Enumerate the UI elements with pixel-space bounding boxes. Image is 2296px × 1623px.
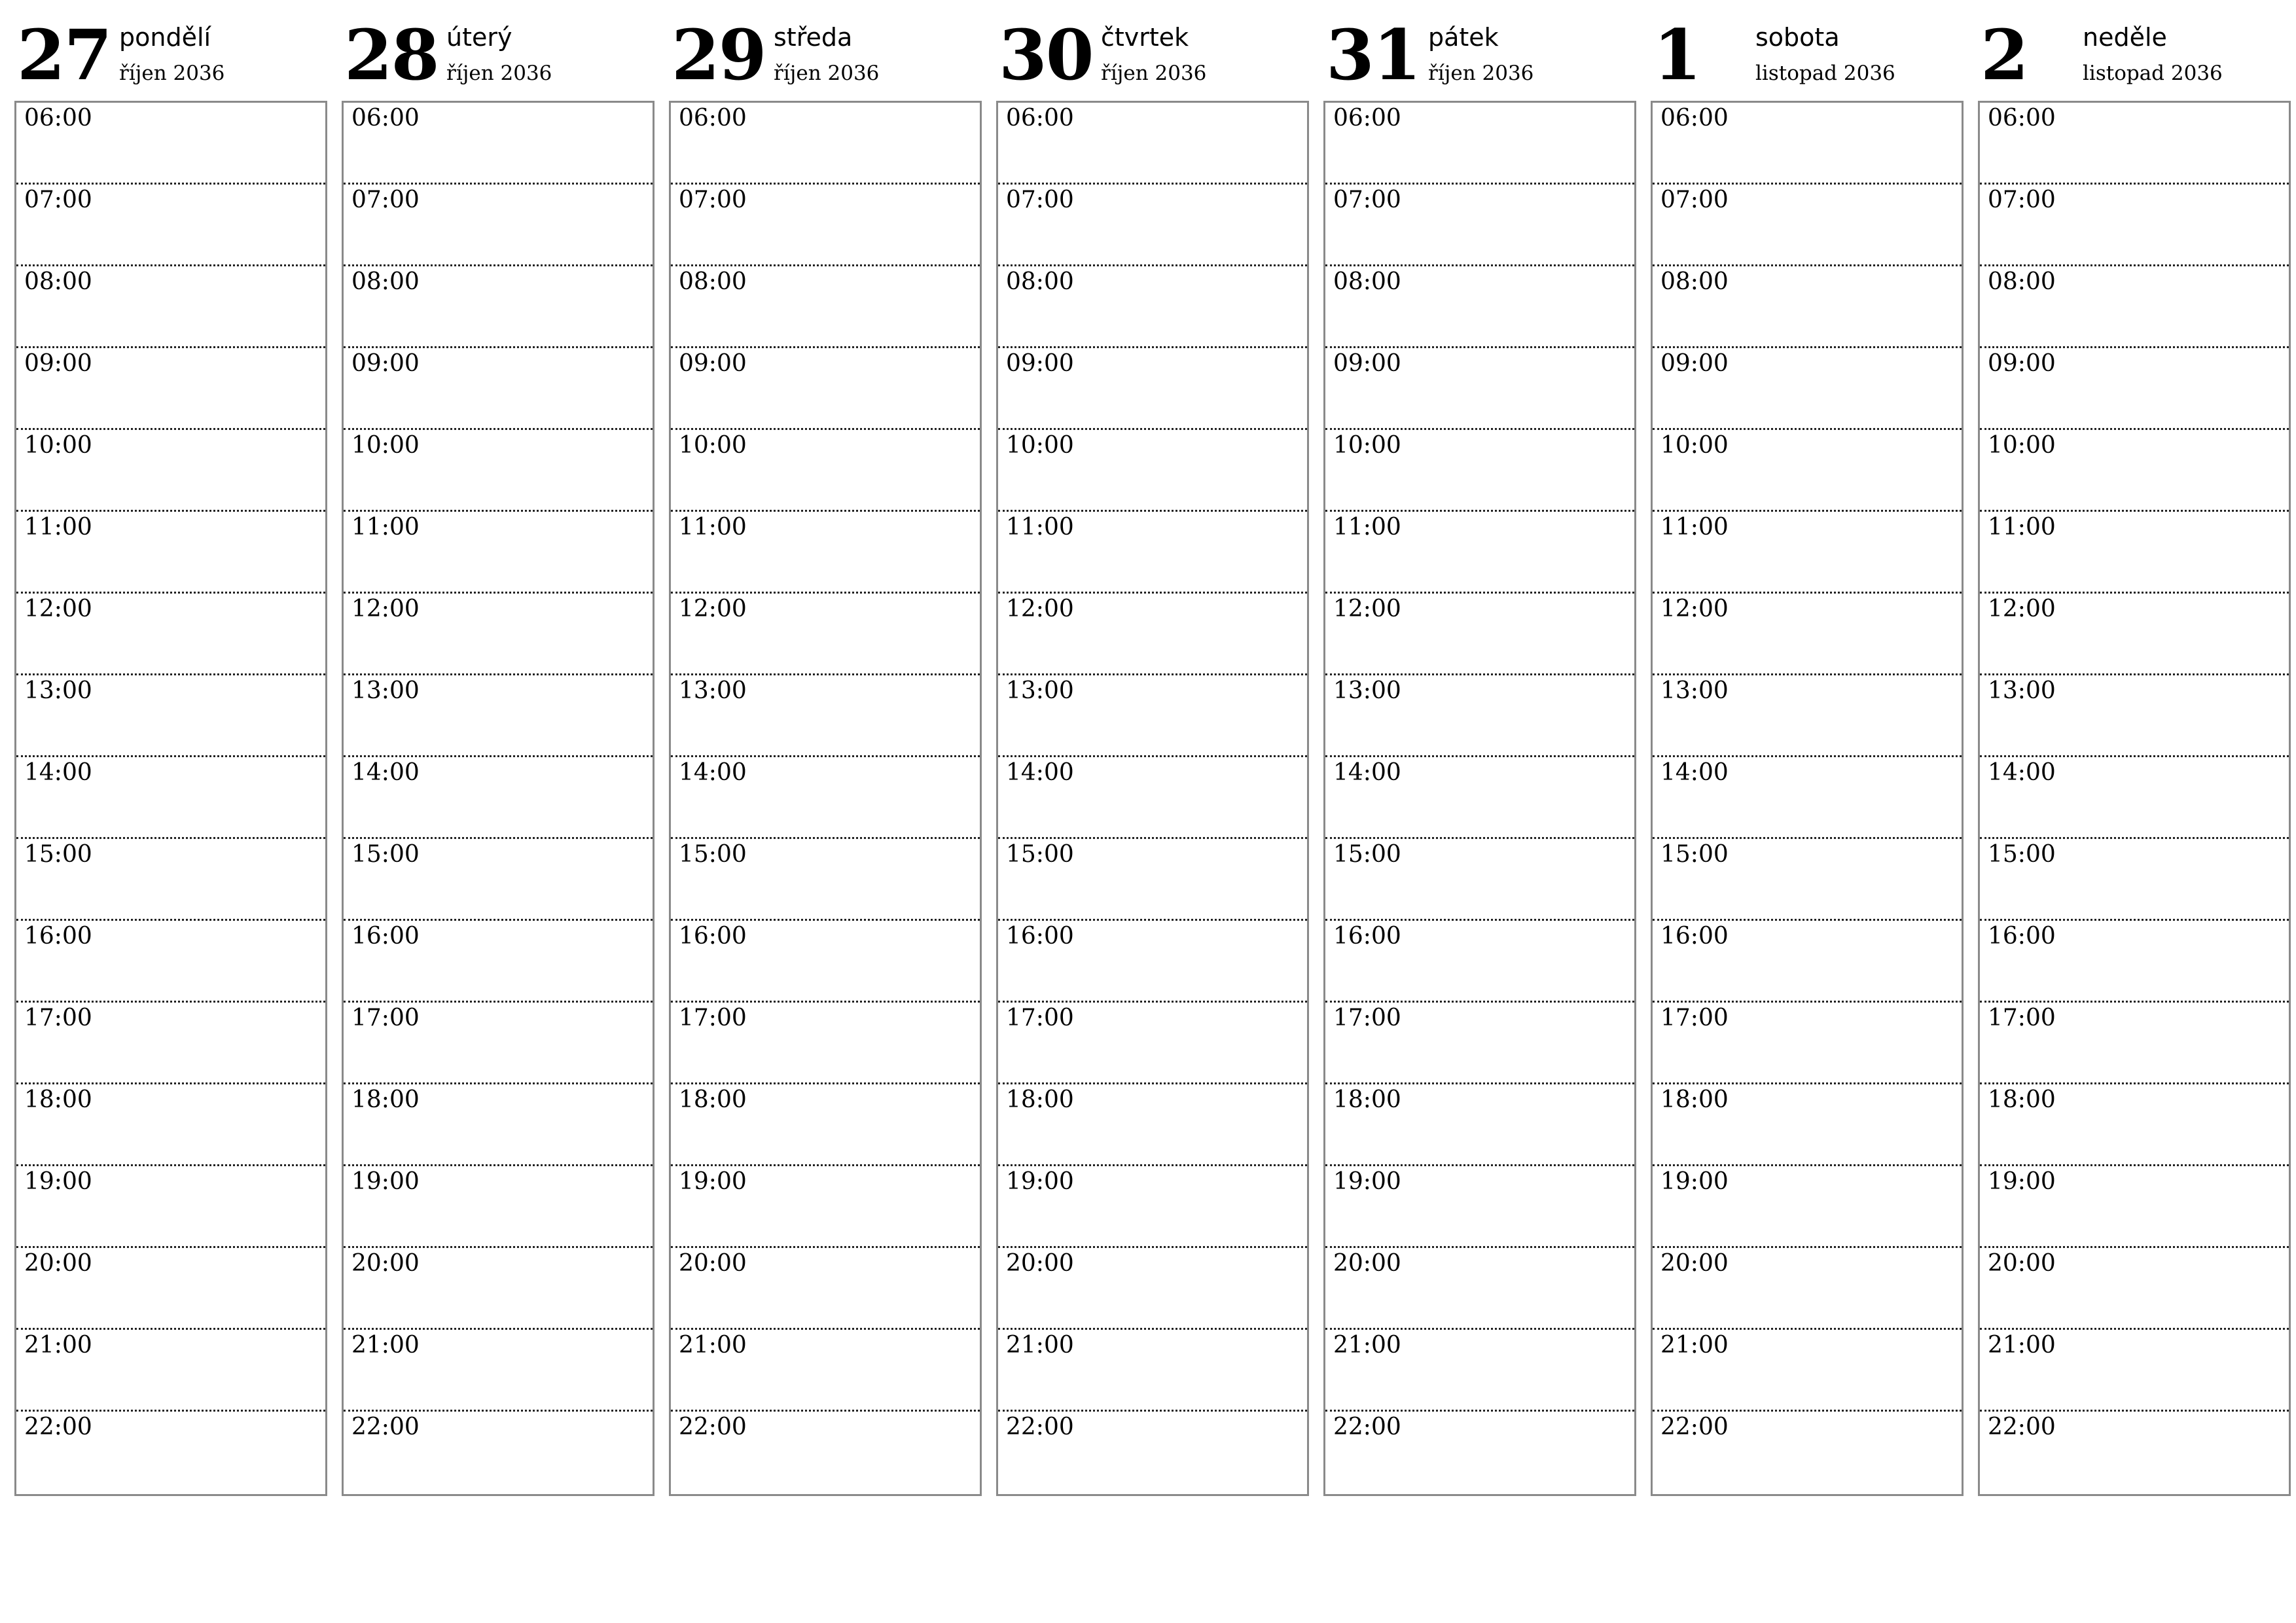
time-slot[interactable] [998,430,1307,512]
day-column [342,0,656,1505]
slot-time-label: 15:00 [1333,841,1401,868]
time-slot[interactable] [1980,594,2289,675]
slot-time-label: 12:00 [1333,596,1401,622]
time-slot[interactable] [1980,512,2289,594]
time-slot[interactable] [671,512,980,594]
day-month-year: říjen 2036 [119,62,225,85]
slot-time-label: 22:00 [1333,1414,1401,1440]
slot-time-label: 22:00 [24,1414,92,1440]
slot-time-label: 08:00 [1988,268,2056,295]
slot-time-label: 21:00 [1333,1332,1401,1359]
slot-time-label: 10:00 [351,432,420,459]
slot-time-label: 06:00 [1988,105,2056,132]
time-slot[interactable] [16,1412,325,1493]
time-slot[interactable] [671,675,980,757]
time-slot[interactable] [1325,348,1634,430]
day-name: sobota [1755,23,1840,52]
time-slot[interactable] [1653,594,1962,675]
slot-time-label: 11:00 [351,514,420,541]
time-slot[interactable] [1325,1248,1634,1330]
slot-time-label: 07:00 [679,187,747,213]
day-name: neděle [2083,23,2167,52]
slot-time-label: 09:00 [1660,350,1729,377]
day-header [1323,0,1638,98]
slot-time-label: 18:00 [24,1086,92,1113]
slot-time-label: 20:00 [1660,1250,1729,1277]
slot-time-label: 21:00 [1988,1332,2056,1359]
day-schedule-box [1323,101,1636,1496]
slot-time-label: 20:00 [1333,1250,1401,1277]
time-slot[interactable] [671,1084,980,1166]
day-column [996,0,1310,1505]
time-slot[interactable] [1653,266,1962,348]
time-slot[interactable] [16,594,325,675]
slot-time-label: 11:00 [1660,514,1729,541]
time-slot[interactable] [1653,1412,1962,1493]
time-slot[interactable] [1325,921,1634,1003]
day-schedule-box [996,101,1309,1496]
time-slot[interactable] [344,757,653,839]
day-name: středa [774,23,853,52]
day-name: úterý [446,23,512,52]
day-schedule-box [1651,101,1964,1496]
slot-time-label: 12:00 [1988,596,2056,622]
slot-time-label: 17:00 [24,1005,92,1031]
time-slot[interactable] [344,1412,653,1493]
day-number: 31 [1326,14,1420,96]
slot-time-label: 09:00 [1333,350,1401,377]
slot-time-label: 16:00 [24,923,92,950]
time-slot[interactable] [16,757,325,839]
slot-time-label: 21:00 [351,1332,420,1359]
time-slot[interactable] [1325,185,1634,266]
time-slot[interactable] [671,1330,980,1412]
time-slot[interactable] [671,757,980,839]
time-slot[interactable] [1653,675,1962,757]
time-slot[interactable] [1325,1084,1634,1166]
slot-time-label: 19:00 [1660,1168,1729,1195]
time-slot[interactable] [1653,1003,1962,1084]
slot-time-label: 14:00 [24,759,92,786]
slot-time-label: 15:00 [679,841,747,868]
slot-time-label: 07:00 [1006,187,1074,213]
day-header [14,0,329,98]
time-slot[interactable] [1653,348,1962,430]
day-name: pondělí [119,23,211,52]
slot-time-label: 20:00 [24,1250,92,1277]
day-number: 30 [999,14,1093,96]
time-slot[interactable] [671,348,980,430]
time-slot[interactable] [16,185,325,266]
day-header [996,0,1310,98]
time-slot[interactable] [1325,757,1634,839]
time-slot[interactable] [344,1084,653,1166]
slot-time-label: 11:00 [24,514,92,541]
time-slot[interactable] [16,266,325,348]
time-slot[interactable] [16,512,325,594]
slot-time-label: 14:00 [351,759,420,786]
slot-time-label: 07:00 [1333,187,1401,213]
time-slot[interactable] [16,839,325,921]
day-number: 29 [672,14,766,96]
day-month-year: říjen 2036 [446,62,552,85]
time-slot[interactable] [16,103,325,185]
slot-time-label: 20:00 [679,1250,747,1277]
time-slot[interactable] [1980,103,2289,185]
time-slot[interactable] [671,921,980,1003]
time-slot[interactable] [16,348,325,430]
time-slot[interactable] [1980,1412,2289,1493]
slot-time-label: 17:00 [679,1005,747,1031]
slot-time-label: 10:00 [24,432,92,459]
time-slot[interactable] [1980,757,2289,839]
time-slot[interactable] [998,594,1307,675]
day-column [1323,0,1638,1505]
time-slot[interactable] [16,1330,325,1412]
day-header [1978,0,2292,98]
slot-time-label: 21:00 [679,1332,747,1359]
slot-time-label: 20:00 [351,1250,420,1277]
slot-time-label: 08:00 [1660,268,1729,295]
slot-time-label: 16:00 [1660,923,1729,950]
time-slot[interactable] [1325,1412,1634,1493]
slot-time-label: 16:00 [1006,923,1074,950]
time-slot[interactable] [998,1412,1307,1493]
slot-time-label: 13:00 [1988,677,2056,704]
slot-time-label: 12:00 [679,596,747,622]
time-slot[interactable] [1325,512,1634,594]
time-slot[interactable] [998,1330,1307,1412]
slot-time-label: 15:00 [351,841,420,868]
time-slot[interactable] [1653,185,1962,266]
time-slot[interactable] [344,921,653,1003]
slot-time-label: 10:00 [1006,432,1074,459]
slot-time-label: 17:00 [1988,1005,2056,1031]
time-slot[interactable] [1980,348,2289,430]
slot-time-label: 08:00 [24,268,92,295]
slot-time-label: 13:00 [679,677,747,704]
slot-time-label: 22:00 [351,1414,420,1440]
slot-time-label: 14:00 [1333,759,1401,786]
time-slot[interactable] [16,1248,325,1330]
slot-time-label: 06:00 [1660,105,1729,132]
time-slot[interactable] [998,266,1307,348]
time-slot[interactable] [344,594,653,675]
time-slot[interactable] [344,1330,653,1412]
day-schedule-box [1978,101,2291,1496]
slot-time-label: 22:00 [1660,1414,1729,1440]
time-slot[interactable] [671,839,980,921]
time-slot[interactable] [1980,921,2289,1003]
slot-time-label: 06:00 [351,105,420,132]
day-header [669,0,983,98]
time-slot[interactable] [1325,1166,1634,1248]
slot-time-label: 21:00 [1660,1332,1729,1359]
day-schedule-box [669,101,982,1496]
time-slot[interactable] [671,1248,980,1330]
time-slot[interactable] [1980,266,2289,348]
time-slot[interactable] [1653,1248,1962,1330]
time-slot[interactable] [344,675,653,757]
time-slot[interactable] [344,103,653,185]
slot-time-label: 19:00 [351,1168,420,1195]
day-month-year: říjen 2036 [774,62,880,85]
day-header [1651,0,1965,98]
slot-time-label: 12:00 [24,596,92,622]
time-slot[interactable] [344,266,653,348]
slot-time-label: 07:00 [24,187,92,213]
time-slot[interactable] [1980,1166,2289,1248]
slot-time-label: 06:00 [1006,105,1074,132]
time-slot[interactable] [1325,594,1634,675]
day-header [342,0,656,98]
slot-time-label: 12:00 [351,596,420,622]
slot-time-label: 21:00 [24,1332,92,1359]
slot-time-label: 09:00 [1006,350,1074,377]
slot-time-label: 18:00 [1333,1086,1401,1113]
time-slot[interactable] [1325,1003,1634,1084]
slot-time-label: 22:00 [1006,1414,1074,1440]
slot-time-label: 06:00 [1333,105,1401,132]
time-slot[interactable] [344,1166,653,1248]
slot-time-label: 09:00 [1988,350,2056,377]
time-slot[interactable] [1325,675,1634,757]
slot-time-label: 15:00 [24,841,92,868]
slot-time-label: 21:00 [1006,1332,1074,1359]
slot-time-label: 19:00 [1333,1168,1401,1195]
time-slot[interactable] [671,1003,980,1084]
time-slot[interactable] [344,430,653,512]
time-slot[interactable] [1980,430,2289,512]
slot-time-label: 18:00 [1006,1086,1074,1113]
slot-time-label: 18:00 [679,1086,747,1113]
day-month-year: říjen 2036 [1428,62,1534,85]
slot-time-label: 20:00 [1988,1250,2056,1277]
day-column [1978,0,2292,1505]
slot-time-label: 17:00 [1006,1005,1074,1031]
slot-time-label: 13:00 [1333,677,1401,704]
time-slot[interactable] [1980,185,2289,266]
time-slot[interactable] [671,185,980,266]
day-month-year: listopad 2036 [2083,62,2223,85]
slot-time-label: 19:00 [1006,1168,1074,1195]
time-slot[interactable] [1325,430,1634,512]
time-slot[interactable] [998,1166,1307,1248]
time-slot[interactable] [16,1003,325,1084]
slot-time-label: 22:00 [679,1414,747,1440]
time-slot[interactable] [1653,1166,1962,1248]
time-slot[interactable] [671,103,980,185]
slot-time-label: 13:00 [24,677,92,704]
slot-time-label: 16:00 [351,923,420,950]
slot-time-label: 13:00 [351,677,420,704]
time-slot[interactable] [16,1084,325,1166]
time-slot[interactable] [671,594,980,675]
time-slot[interactable] [1980,1084,2289,1166]
time-slot[interactable] [1653,757,1962,839]
time-slot[interactable] [16,1166,325,1248]
slot-time-label: 11:00 [1988,514,2056,541]
time-slot[interactable] [998,921,1307,1003]
slot-time-label: 16:00 [1333,923,1401,950]
slot-time-label: 14:00 [1988,759,2056,786]
slot-time-label: 22:00 [1988,1414,2056,1440]
slot-time-label: 12:00 [1006,596,1074,622]
slot-time-label: 16:00 [679,923,747,950]
time-slot[interactable] [344,512,653,594]
time-slot[interactable] [1980,839,2289,921]
slot-time-label: 15:00 [1660,841,1729,868]
time-slot[interactable] [1325,839,1634,921]
time-slot[interactable] [1653,103,1962,185]
day-number: 27 [17,14,111,96]
slot-time-label: 20:00 [1006,1250,1074,1277]
time-slot[interactable] [1325,103,1634,185]
time-slot[interactable] [998,103,1307,185]
time-slot[interactable] [998,1248,1307,1330]
slot-time-label: 08:00 [679,268,747,295]
day-column [14,0,329,1505]
slot-time-label: 18:00 [1988,1086,2056,1113]
slot-time-label: 18:00 [1660,1086,1729,1113]
time-slot[interactable] [998,675,1307,757]
day-column [669,0,983,1505]
slot-time-label: 08:00 [351,268,420,295]
day-number: 2 [1981,14,2028,96]
slot-time-label: 06:00 [679,105,747,132]
time-slot[interactable] [1653,430,1962,512]
slot-time-label: 07:00 [351,187,420,213]
day-month-year: říjen 2036 [1101,62,1207,85]
slot-time-label: 11:00 [679,514,747,541]
slot-time-label: 08:00 [1006,268,1074,295]
time-slot[interactable] [1980,1330,2289,1412]
slot-time-label: 10:00 [679,432,747,459]
slot-time-label: 10:00 [1988,432,2056,459]
day-number: 1 [1653,14,1700,96]
time-slot[interactable] [671,1412,980,1493]
slot-time-label: 19:00 [1988,1168,2056,1195]
slot-time-label: 12:00 [1660,596,1729,622]
time-slot[interactable] [1653,1084,1962,1166]
slot-time-label: 15:00 [1006,841,1074,868]
slot-time-label: 17:00 [1333,1005,1401,1031]
day-schedule-box [14,101,327,1496]
slot-time-label: 07:00 [1660,187,1729,213]
time-slot[interactable] [1653,1330,1962,1412]
slot-time-label: 18:00 [351,1086,420,1113]
time-slot[interactable] [671,1166,980,1248]
slot-time-label: 11:00 [1006,514,1074,541]
time-slot[interactable] [1980,1003,2289,1084]
time-slot[interactable] [671,430,980,512]
time-slot[interactable] [998,839,1307,921]
slot-time-label: 19:00 [24,1168,92,1195]
day-name: pátek [1428,23,1499,52]
slot-time-label: 14:00 [1006,759,1074,786]
slot-time-label: 13:00 [1006,677,1074,704]
time-slot[interactable] [998,1084,1307,1166]
slot-time-label: 08:00 [1333,268,1401,295]
time-slot[interactable] [1980,1248,2289,1330]
time-slot[interactable] [1653,512,1962,594]
day-column [1651,0,1965,1505]
time-slot[interactable] [16,921,325,1003]
day-month-year: listopad 2036 [1755,62,1895,85]
slot-time-label: 06:00 [24,105,92,132]
time-slot[interactable] [998,757,1307,839]
time-slot[interactable] [1653,839,1962,921]
time-slot[interactable] [1325,266,1634,348]
slot-time-label: 16:00 [1988,923,2056,950]
time-slot[interactable] [1325,1330,1634,1412]
slot-time-label: 09:00 [679,350,747,377]
slot-time-label: 13:00 [1660,677,1729,704]
slot-time-label: 17:00 [1660,1005,1729,1031]
slot-time-label: 19:00 [679,1168,747,1195]
time-slot[interactable] [998,512,1307,594]
time-slot[interactable] [344,839,653,921]
day-schedule-box [342,101,655,1496]
slot-time-label: 10:00 [1660,432,1729,459]
time-slot[interactable] [344,185,653,266]
slot-time-label: 14:00 [679,759,747,786]
time-slot[interactable] [344,348,653,430]
time-slot[interactable] [671,266,980,348]
slot-time-label: 07:00 [1988,187,2056,213]
slot-time-label: 09:00 [24,350,92,377]
time-slot[interactable] [998,348,1307,430]
day-name: čtvrtek [1101,23,1189,52]
time-slot[interactable] [1653,921,1962,1003]
slot-time-label: 11:00 [1333,514,1401,541]
slot-time-label: 15:00 [1988,841,2056,868]
slot-time-label: 14:00 [1660,759,1729,786]
time-slot[interactable] [998,1003,1307,1084]
time-slot[interactable] [16,675,325,757]
time-slot[interactable] [16,430,325,512]
time-slot[interactable] [1980,675,2289,757]
slot-time-label: 09:00 [351,350,420,377]
time-slot[interactable] [344,1003,653,1084]
day-number: 28 [344,14,439,96]
slot-time-label: 17:00 [351,1005,420,1031]
time-slot[interactable] [344,1248,653,1330]
slot-time-label: 10:00 [1333,432,1401,459]
time-slot[interactable] [998,185,1307,266]
